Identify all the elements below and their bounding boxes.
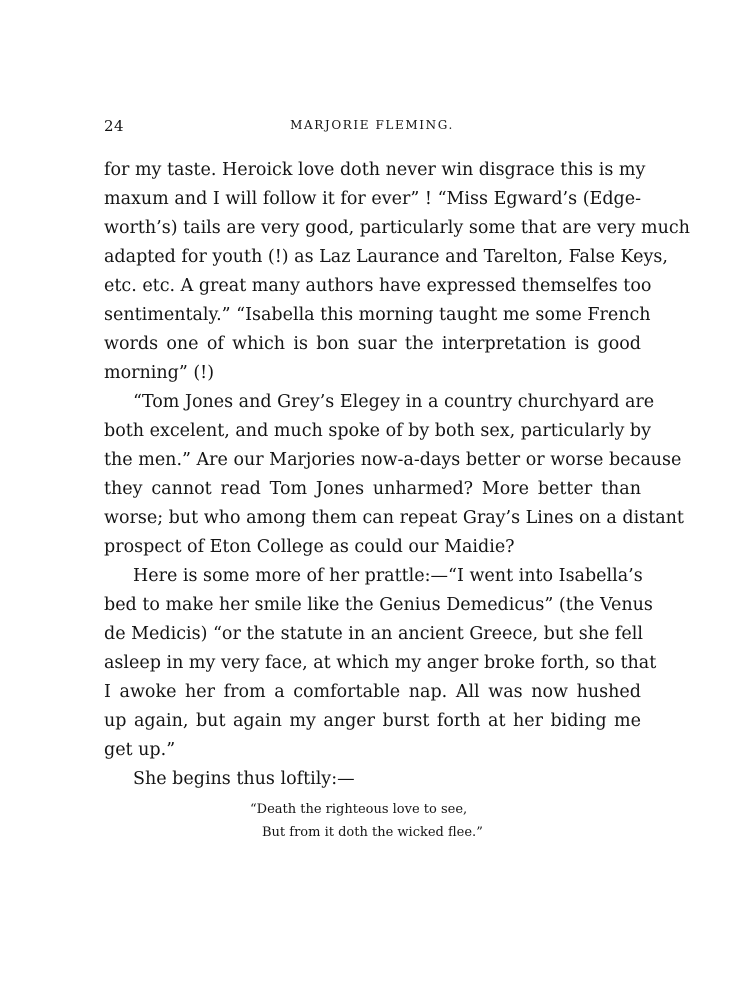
text-line: Here is some more of her prattle:—“I went into Isabella’s: [133, 566, 643, 586]
text-line: for my taste. Heroick love doth never win disgrace this is my: [104, 160, 646, 180]
text-line: worth’s) tails are very good, particularly some that are very much: [104, 218, 690, 238]
text-line: She begins thus loftily:—: [133, 769, 355, 789]
text-line: get up.”: [104, 740, 176, 760]
text-line: words one of which is bon suar the interpretation is good: [104, 334, 641, 354]
page-number: 24: [104, 117, 125, 135]
text-line: I awoke her from a comfortable nap. All was now hushed: [104, 682, 641, 702]
text-line: bed to make her smile like the Genius Demedicus” (the Venus: [104, 595, 653, 615]
text-line: up again, but again my anger burst forth at her biding me: [104, 711, 641, 731]
page-header: [104, 117, 640, 137]
text-line: prospect of Eton College as could our Maidie?: [104, 537, 515, 557]
running-title: MARJORIE FLEMING.: [290, 118, 454, 132]
text-line: they cannot read Tom Jones unharmed? More better than: [104, 479, 641, 499]
text-line: asleep in my very face, at which my anger broke forth, so that: [104, 653, 657, 673]
text-line: “Tom Jones and Grey’s Elegey in a country churchyard are: [133, 392, 655, 412]
verse-line: “Death the righteous love to see,: [250, 802, 468, 817]
text-line: worse; but who among them can repeat Gray’s Lines on a distant: [104, 508, 684, 528]
text-line: morning” (!): [104, 363, 215, 383]
text-line: both excelent, and much spoke of by both sex, particularly by: [104, 421, 651, 441]
verse-line: But from it doth the wicked flee.”: [262, 825, 483, 840]
text-line: maxum and I will follow it for ever” ! “Miss Egward’s (Edge-: [104, 189, 641, 209]
text-line: sentimentaly.” “Isabella this morning taught me some French: [104, 305, 651, 325]
text-line: adapted for youth (!) as Laz Laurance and Tarelton, False Keys,: [104, 247, 668, 267]
text-line: de Medicis) “or the statute in an ancient Greece, but she fell: [104, 624, 643, 644]
text-line: the men.” Are our Marjories now-a-days better or worse because: [104, 450, 682, 470]
text-line: etc. etc. A great many authors have expressed themselfes too: [104, 276, 652, 296]
